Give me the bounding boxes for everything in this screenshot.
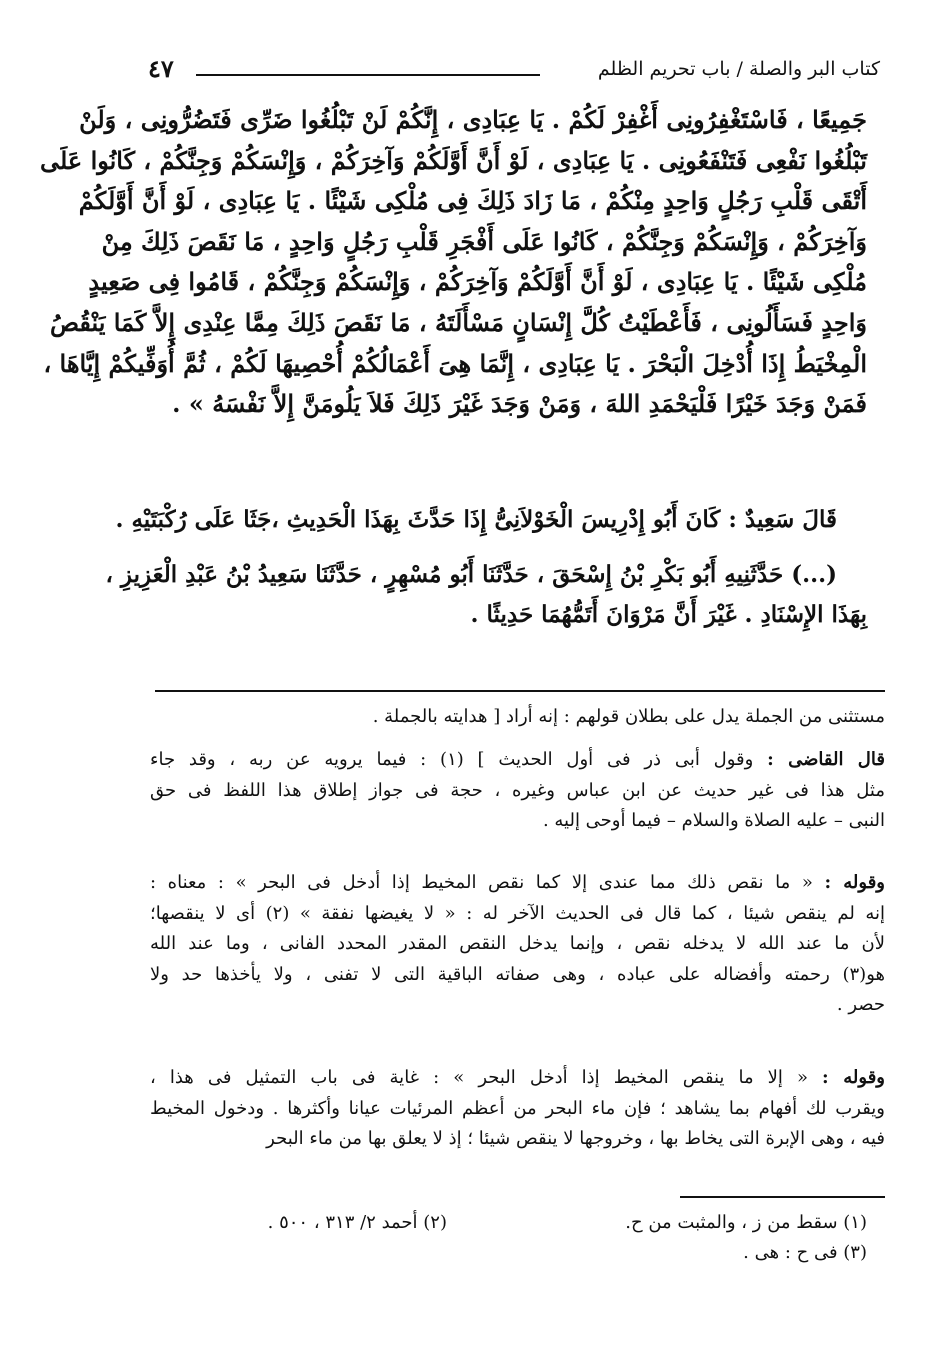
commentary-line: فيه ، وهى الإبرة التى يخاط بها ، وخروجها لا ينقص شيئا ؛ إذ لا يعلق بها من ماء البحر: [266, 1128, 885, 1149]
page-number: ٤٧: [148, 54, 174, 83]
commentary-intro: [150, 702, 885, 733]
footnote-row: [150, 1208, 867, 1238]
running-header: [148, 54, 880, 88]
commentary-line: مستثنى من الجملة يدل على بطلان قولهم : إنه أراد [ هدايته بالجملة .: [372, 706, 885, 727]
commentary-line: لأن ما عند الله لا يدخله نقص ، وإنما يدخل النقص المقدر المحدد الفانى ، وما عند الله: [150, 933, 885, 954]
commentary-line: [150, 745, 885, 776]
isnad-line: (...) حَدَّثَنِيهِ أَبُو بَكْرِ بْنُ إِسْحَقَ ، حَدَّثَنَا أَبُو مُسْهِرٍ ، حَدَّثَنَا سَعِيدُ بْنُ عَبْدِ الْعَزِيزِ ،: [105, 561, 837, 588]
hadith-line: مُلْكِى شَيْئًا . يَا عِبَادِى ، لَوْ أَنَّ أَوَّلَكُمْ وَآخِرَكُمْ ، وَإِنْسَكُمْ وَجِنَّكُمْ ، قَامُوا فِى صَعِيدٍ: [88, 267, 867, 297]
commentary-paragraph-nothing-lessened: [150, 868, 885, 1021]
commentary-line: إنه لم ينقص شيئا ، كما قال فى الحديث الآخر له : « لا يغيضها نفقة » (٢) أى لا ينقصها؛: [150, 902, 885, 924]
footnote-divider: [680, 1196, 885, 1198]
commentary-lead: وقوله :: [824, 872, 885, 893]
commentary-text: وقول أبى ذر فى أول الحديث ] (١) : فيما يرويه عن ربه ، وقد جاء: [150, 749, 768, 770]
narrator-remark: [115, 500, 867, 540]
commentary-lead: وقوله :: [822, 1067, 885, 1088]
commentary-line: ويقرب لك أفهام بما يشاهد ؛ فإن ماء البحر من أعظم المرئيات عيانا وأكثرها . ودخول المخيط: [150, 1097, 885, 1119]
commentary-paragraph-needle: [150, 1063, 885, 1155]
narrator-remark-line: قَالَ سَعِيدٌ : كَانَ أَبُو إِدْرِيسَ الْخَوْلاَنِىُّ إِذَا حَدَّثَ بِهَذَا الْحَدِيثِ ،جَثَا عَلَى رُكْبَتَيْهِ .: [115, 506, 837, 533]
commentary-line: هو(٣) رحمته وأفضاله على عباده ، وهى صفاته الباقية التى لا تفنى ، ولا يأخذها حد ولا: [150, 963, 885, 985]
footnote-3: (٣) فى ح : هى .: [743, 1242, 867, 1263]
hadith-line: جَمِيعًا ، فَاسْتَغْفِرُونِى أَغْفِرْ لَكُمْ . يَا عِبَادِى ، إِنَّكُمْ لَنْ تَبْلُغُوا ضَرِّى فَتَضُرُّونِى ، وَلَنْ: [79, 105, 867, 134]
header-title: كتاب البر والصلة / باب تحريم الظلم: [597, 58, 880, 80]
commentary-text: « إلا ما ينقص المخيط إذا أدخل البحر » : غاية فى باب التمثيل فى هذا ،: [150, 1067, 823, 1088]
hadith-line: الْمِخْيَطُ إِذَا أُدْخِلَ الْبَحْرَ . يَا عِبَادِى ، إِنَّمَا هِىَ أَعْمَالُكُمْ أُحْصِيهَا لَكُمْ ، ثُمَّ أُوَفِّيكُمْ إِيَّاهَا ،: [43, 348, 867, 378]
commentary-line: النبى – عليه الصلاة والسلام – فيما أوحى إليه .: [542, 810, 885, 831]
commentary-line: حصر .: [836, 994, 885, 1015]
commentary-line: [150, 868, 885, 899]
header-rule: [196, 74, 540, 76]
hadith-text: [39, 100, 867, 425]
hadith-line: تَبْلُغُوا نَفْعِى فَتَنْفَعُونِى . يَا عِبَادِى ، لَوْ أَنَّ أَوَّلَكُمْ وَآخِرَكُمْ ، وَإِنْسَكُمْ وَجِنَّكُمْ ، كَانُوا عَلَى: [39, 145, 867, 175]
hadith-line: فَمَنْ وَجَدَ خَيْرًا فَلْيَحْمَدِ اللهَ ، وَمَنْ وَجَدَ غَيْرَ ذَلِكَ فَلاَ يَلُومَنَّ إِلاَّ نَفْسَهُ » .: [172, 389, 867, 419]
hadith-line: أَتْقَى قَلْبِ رَجُلٍ وَاحِدٍ مِنْكُمْ ، مَا زَادَ ذَلِكَ فِى مُلْكِى شَيْئًا . يَا عِبَادِى ، لَوْ أَنَّ أَوَّلَكُمْ: [78, 186, 867, 216]
hadith-line: وَآخِرَكُمْ ، وَإِنْسَكُمْ وَجِنَّكُمْ ، كَانُوا عَلَى أَفْجَرِ قَلْبِ رَجُلٍ وَاحِدٍ ، مَا نَقَصَ ذَلِكَ مِنْ: [101, 226, 867, 256]
footnote-1: (١) سقط من ز ، والمثبت من ح.: [625, 1212, 867, 1233]
commentary-line: [150, 1063, 885, 1094]
commentary-line: مثل هذا فى غير حديث عن ابن عباس وغيره ، حجة فى جواز إطلاق هذا اللفظ فى حق: [150, 779, 886, 801]
hadith-line: وَاحِدٍ فَسَأَلُونِى ، فَأَعْطَيْتُ كُلَّ إِنْسَانٍ مَسْأَلَتَهُ ، مَا نَقَصَ ذَلِكَ مِمَّا عِنْدِى إِلاَّ كَمَا يَنْقُصُ: [49, 307, 867, 337]
isnad-line: بِهَذَا الإِسْنَادِ . غَيْرَ أَنَّ مَرْوَانَ أَتَمُّهُمَا حَدِيثًا .: [470, 601, 867, 628]
commentary-divider: [155, 690, 885, 692]
commentary-paragraph-qadi: [150, 745, 885, 837]
footnote-2: (٢) أحمد ٢/ ٣١٣ ، ٥٠٠ .: [267, 1212, 447, 1233]
isnad-block: [105, 555, 867, 635]
footnotes: [150, 1208, 867, 1268]
footnote-row: [150, 1238, 867, 1268]
commentary-lead: قال القاضى :: [767, 749, 885, 770]
commentary-text: « ما نقص ذلك مما عندى إلا كما نقص المخيط إذا أدخل فى البحر » : معناه :: [150, 872, 825, 893]
